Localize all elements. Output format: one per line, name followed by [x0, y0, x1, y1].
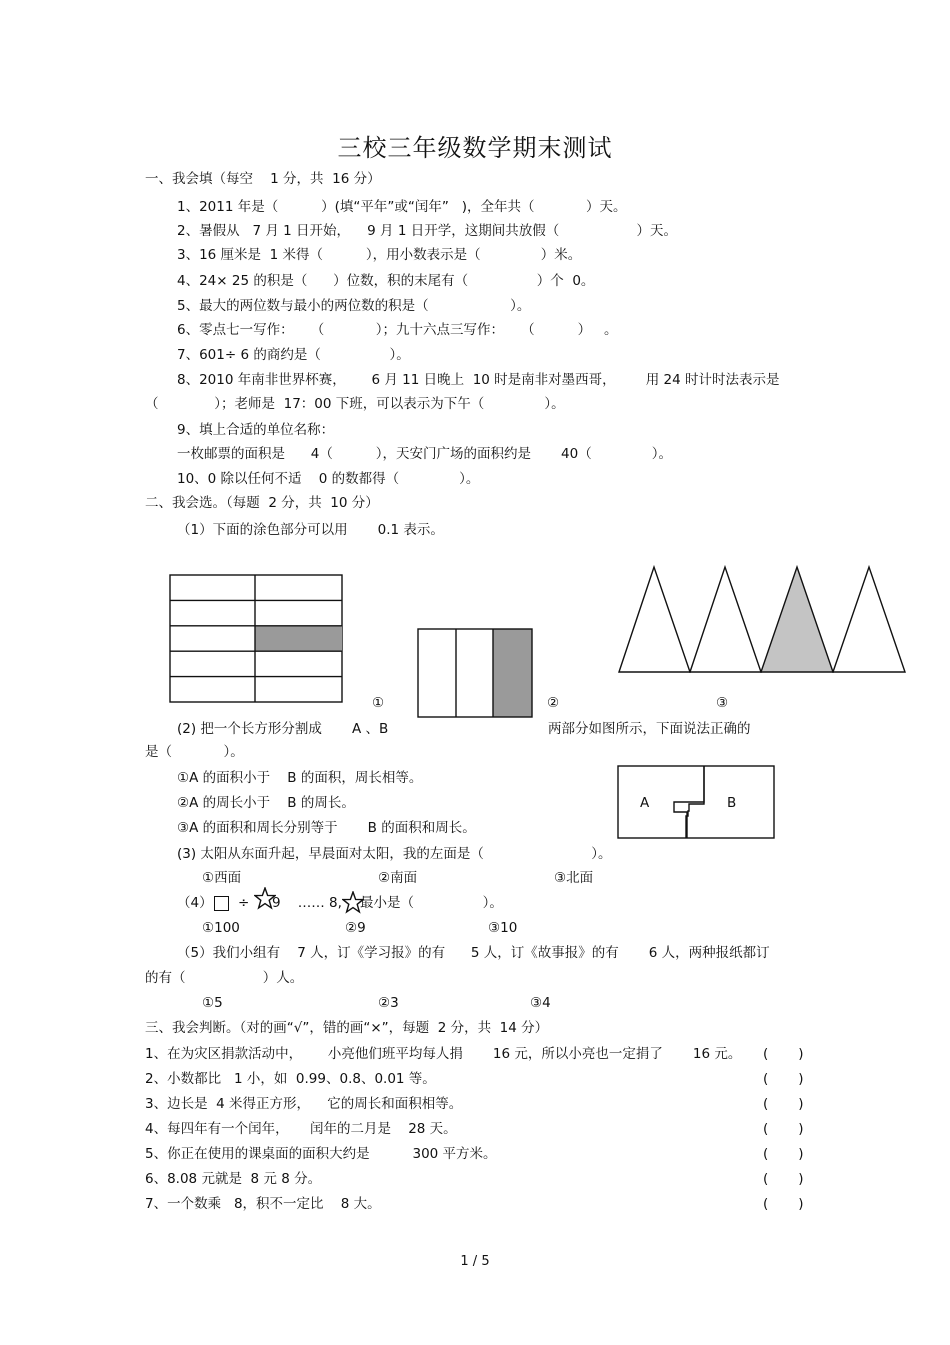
q4-option-3: ③10 [488, 920, 518, 936]
page-number: 1 / 5 [460, 1254, 490, 1269]
triangle-1 [619, 567, 690, 672]
option-3-label: ③ [716, 695, 729, 711]
choice-q4-prefix: （4） [177, 895, 213, 911]
q4-option-2: ②9 [345, 920, 366, 936]
judge-paren-1: ( ) [763, 1046, 804, 1062]
triangles-figure [616, 563, 908, 675]
choice-q5-line1: （5）我们小组有 7 人，订《学习报》的有 5 人，订《故事报》的有 6 人，两种报纸都订 [177, 945, 770, 961]
judge-item-3: 3、边长是 4 米得正方形， 它的周长和面积相等。 [145, 1096, 463, 1112]
judge-item-4: 4、每四年有一个闰年， 闰年的二月是 28 天。 [145, 1121, 457, 1137]
fill-line-6: 6、零点七一写作： （ ）；九十六点三写作： （ ） 。 [177, 322, 618, 338]
q4-option-1: ①100 [202, 920, 240, 936]
q5-option-2: ②3 [378, 995, 399, 1011]
ab-divider-notch [674, 766, 704, 838]
fill-line-7: 7、601÷ 6 的商约是（ ）。 [177, 347, 410, 363]
judge-paren-5: ( ) [763, 1146, 804, 1162]
fill-line-10: 10、0 除以任何不适 0 的数都得（ ）。 [177, 471, 480, 487]
q5-option-1: ①5 [202, 995, 223, 1011]
section1-header: 一、我会填（每空 1 分，共 16 分） [145, 171, 381, 187]
q4-divide-sign: ÷ [238, 895, 250, 911]
q3-option-1: ①西面 [202, 870, 242, 886]
judge-paren-3: ( ) [763, 1096, 804, 1112]
strip-shaded [493, 629, 532, 717]
choice-q3: (3) 太阳从东面升起，早晨面对太阳，我的左面是（ ）。 [177, 846, 612, 862]
judge-paren-4: ( ) [763, 1121, 804, 1137]
fill-line-4: 4、24× 25 的积是（ ）位数，积的末尾有（ ）个 0。 [177, 273, 595, 289]
choice-q2-right: 两部分如图所示，下面说法正确的 [548, 721, 751, 737]
judge-paren-7: ( ) [763, 1196, 804, 1212]
grid-figure [168, 573, 344, 704]
choice-q2-left: (2) 把一个长方形分割成 A 、B [177, 721, 389, 737]
page-title: 三校三年级数学期末测试 [337, 134, 613, 162]
triangle-2 [690, 567, 761, 672]
fill-line-1: 1、2011 年是（ ）(填“平年”或“闰年” )，全年共（ ）天。 [177, 199, 627, 215]
triangle-4 [833, 567, 905, 672]
square-icon [214, 896, 229, 911]
judge-paren-2: ( ) [763, 1071, 804, 1087]
judge-item-6: 6、8.08 元就是 8 元 8 分。 [145, 1171, 322, 1187]
q2-option-3: ③A 的面积和周长分别等于 B 的面积和周长。 [177, 820, 476, 836]
q3-option-3: ③北面 [554, 870, 594, 886]
section3-header: 三、我会判断。（对的画“√”，错的画“×”，每题 2 分，共 14 分） [145, 1020, 549, 1036]
fill-line-5: 5、最大的两位数与最小的两位数的积是（ ）。 [177, 298, 531, 314]
q3-option-2: ②南面 [378, 870, 418, 886]
strips-figure [416, 627, 534, 719]
judge-item-5: 5、你正在使用的课桌面的面积大约是 300 平方米。 [145, 1146, 497, 1162]
judge-item-7: 7、一个数乘 8，积不一定比 8 大。 [145, 1196, 381, 1212]
label-a: A [640, 795, 650, 811]
q2-option-2: ②A 的周长小于 B 的周长。 [177, 795, 355, 811]
fill-line-9: 9、填上合适的单位名称： [177, 422, 335, 438]
judge-item-2: 2、小数都比 1 小，如 0.99、0.8、0.01 等。 [145, 1071, 436, 1087]
fill-line-8: 8、2010 年南非世界杯赛， 6 月 11 日晚上 10 时是南非对墨西哥， 用 24 时计时法表示是 [177, 372, 780, 388]
choice-q5-line2: 的有（ ）人。 [145, 970, 304, 986]
fill-line-2: 2、暑假从 7 月 1 日开始， 9 月 1 日开学，这期间共放假（ ）天。 [177, 223, 677, 239]
q5-option-3: ③4 [530, 995, 551, 1011]
option-2-label: ② [547, 695, 560, 711]
section2-header: 二、我会选。（每题 2 分，共 10 分） [145, 495, 379, 511]
q4-suffix: 最小是（ ）。 [360, 895, 503, 911]
grid-shaded-cell [255, 626, 342, 651]
judge-item-1: 1、在为灾区捐款活动中， 小亮他们班平均每人捐 16 元，所以小亮也一定捐了 16 元。 [145, 1046, 742, 1062]
triangle-3-shaded [761, 567, 833, 672]
label-b: B [727, 795, 737, 811]
fill-line-9b: 一枚邮票的面积是 4（ ），天安门广场的面积约是 40（ ）。 [177, 446, 673, 462]
option-1-label: ① [372, 695, 385, 711]
judge-paren-6: ( ) [763, 1171, 804, 1187]
choice-q1: （1）下面的涂色部分可以用 0.1 表示。 [177, 522, 444, 538]
fill-line-3: 3、16 厘米是 1 米得（ ），用小数表示是（ ）米。 [177, 247, 582, 263]
q4-remainder: 9 …… 8, [272, 895, 342, 911]
choice-q2-line2: 是（ ）。 [145, 744, 244, 760]
q2-option-1: ①A 的面积小于 B 的面积，周长相等。 [177, 770, 423, 786]
fill-line-8b: （ ）；老师是 17：00 下班，可以表示为下午（ ）。 [145, 396, 565, 412]
